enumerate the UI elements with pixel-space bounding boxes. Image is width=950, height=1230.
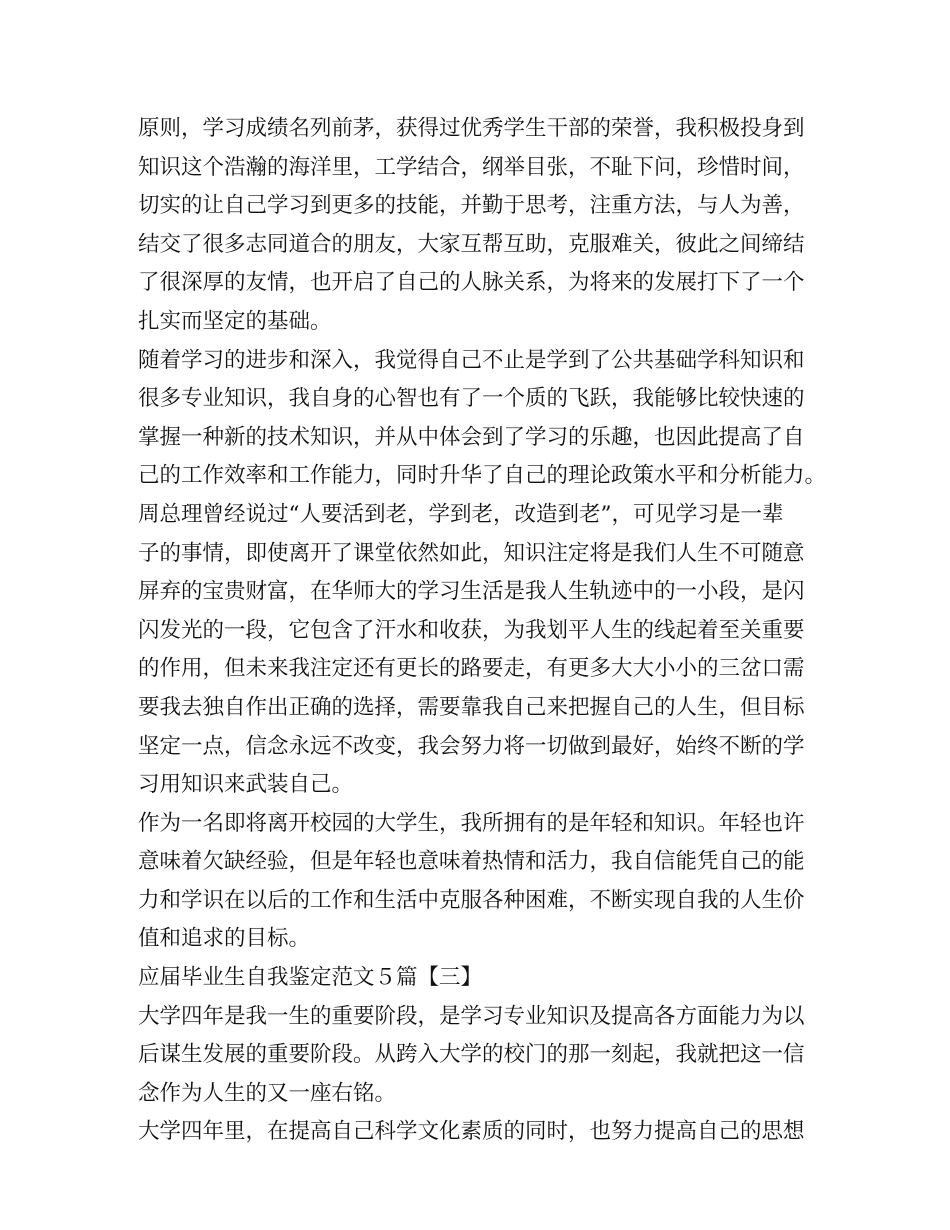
text-line: 习用知识来武装自己。 [138,772,354,798]
text-line: 力和学识在以后的工作和生活中克服各种困难，不断实现自我的人生价 [138,887,805,913]
text-line: 原则，学习成绩名列前茅，获得过优秀学生干部的荣誉，我积极投身到 [138,116,805,141]
text-line: 意味着欠缺经验，但是年轻也意味着热情和活力，我自信能凭自己的能 [138,849,805,875]
text-line: 值和追求的目标。 [138,926,311,952]
text-line: 周总理曾经说过“人要活到老，学到老，改造到老”，可见学习是一辈 [138,501,784,527]
text-line: 随着学习的进步和深入，我觉得自己不止是学到了公共基础学科知识和 [138,347,805,373]
text-line: 知识这个浩瀚的海洋里，工学结合，纲举目张，不耻下问，珍惜时间， [138,154,805,180]
text-line: 作为一名即将离开校园的大学生，我所拥有的是年轻和知识。年轻也许 [138,810,805,836]
text-line: 屏弃的宝贵财富，在华师大的学习生活是我人生轨迹中的一小段，是闪 [138,579,805,605]
section-heading: 应届毕业生自我鉴定范文５篇【三】 [138,965,483,991]
text-line: 后谋生发展的重要阶段。从跨入大学的校门的那一刻起，我就把这一信 [138,1042,805,1068]
text-line: 扎实而坚定的基础。 [138,308,332,334]
text-line: 掌握一种新的技术知识，并从中体会到了学习的乐趣，也因此提高了自 [138,424,805,450]
text-line: 己的工作效率和工作能力，同时升华了自己的理论政策水平和分析能力。 [138,463,827,489]
text-line: 大学四年里，在提高自己科学文化素质的同时，也努力提高自己的思想 [138,1119,805,1145]
text-line: 要我去独自作出正确的选择，需要靠我自己来把握自己的人生，但目标 [138,694,805,720]
text-line: 的作用，但未来我注定还有更长的路要走，有更多大大小小的三岔口需 [138,656,805,682]
text-line: 闪发光的一段，它包含了汗水和收获，为我划平人生的线起着至关重要 [138,617,805,643]
text-line: 很多专业知识，我自身的心智也有了一个质的飞跃，我能够比较快速的 [138,386,805,412]
text-line: 了很深厚的友情，也开启了自己的人脉关系，为将来的发展打下了一个 [138,270,805,296]
document-body [138,110,828,1152]
text-line: 坚定一点，信念永远不改变，我会努力将一切做到最好，始终不断的学 [138,733,805,759]
text-line: 大学四年是我一生的重要阶段，是学习专业知识及提高各方面能力为以 [138,1003,805,1029]
text-line: 切实的让自己学习到更多的技能，并勤于思考，注重方法，与人为善， [138,193,805,219]
text-line: 子的事情，即使离开了课堂依然如此，知识注定将是我们人生不可随意 [138,540,805,566]
text-line: 结交了很多志同道合的朋友，大家互帮互助，克服难关，彼此之间缔结 [138,231,805,257]
text-line: 念作为人生的又一座右铭。 [138,1080,397,1106]
